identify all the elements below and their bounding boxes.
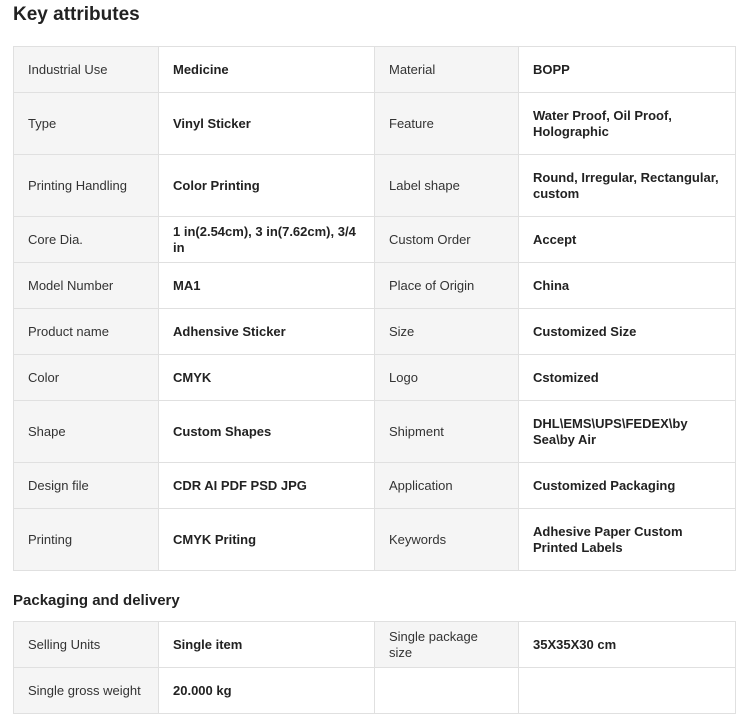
table-row <box>14 622 736 668</box>
table-row <box>14 263 736 309</box>
packaging-heading: Packaging and delivery <box>13 592 180 609</box>
attribute-label: Label shape <box>375 155 519 217</box>
attribute-value: DHL\EMS\UPS\FEDEX\by Sea\by Air <box>519 401 736 463</box>
attribute-value: BOPP <box>519 47 736 93</box>
attribute-label: Core Dia. <box>14 217 159 263</box>
attribute-value: CDR AI PDF PSD JPG <box>159 463 375 509</box>
key-attributes-heading: Key attributes <box>13 4 140 25</box>
attribute-value: 20.000 kg <box>159 668 375 714</box>
table-row <box>14 509 736 571</box>
attribute-value: Color Printing <box>159 155 375 217</box>
table-row <box>14 93 736 155</box>
attribute-label: Color <box>14 355 159 401</box>
empty-cell <box>375 668 519 714</box>
attribute-label: Shipment <box>375 401 519 463</box>
attribute-value: 35X35X30 cm <box>519 622 736 668</box>
attribute-label: Selling Units <box>14 622 159 668</box>
attribute-label: Model Number <box>14 263 159 309</box>
attribute-label: Material <box>375 47 519 93</box>
key-attributes-table <box>13 46 736 571</box>
table-row <box>14 401 736 463</box>
attribute-value: Customized Size <box>519 309 736 355</box>
attribute-value: China <box>519 263 736 309</box>
attribute-label: Industrial Use <box>14 47 159 93</box>
attribute-value: CMYK <box>159 355 375 401</box>
table-row <box>14 463 736 509</box>
table-row <box>14 155 736 217</box>
table-row <box>14 668 736 714</box>
attribute-label: Printing Handling <box>14 155 159 217</box>
attribute-value: Custom Shapes <box>159 401 375 463</box>
packaging-table <box>13 621 736 714</box>
table-row <box>14 355 736 401</box>
attribute-label: Feature <box>375 93 519 155</box>
attribute-value: Single item <box>159 622 375 668</box>
table-row <box>14 47 736 93</box>
attribute-label: Place of Origin <box>375 263 519 309</box>
attribute-label: Keywords <box>375 509 519 571</box>
attribute-value: Customized Packaging <box>519 463 736 509</box>
attribute-label: Single package size <box>375 622 519 668</box>
attribute-label: Custom Order <box>375 217 519 263</box>
attribute-value: Medicine <box>159 47 375 93</box>
attribute-label: Design file <box>14 463 159 509</box>
attribute-value: 1 in(2.54cm), 3 in(7.62cm), 3/4 in <box>159 217 375 263</box>
empty-cell <box>519 668 736 714</box>
attribute-value: Round, Irregular, Rectangular, custom <box>519 155 736 217</box>
table-row <box>14 309 736 355</box>
attribute-value: Accept <box>519 217 736 263</box>
attribute-label: Logo <box>375 355 519 401</box>
attribute-label: Size <box>375 309 519 355</box>
attribute-value: Adhensive Sticker <box>159 309 375 355</box>
attribute-value: Water Proof, Oil Proof, Holographic <box>519 93 736 155</box>
attribute-label: Printing <box>14 509 159 571</box>
attribute-value: MA1 <box>159 263 375 309</box>
attribute-label: Product name <box>14 309 159 355</box>
attribute-label: Shape <box>14 401 159 463</box>
attribute-value: Adhesive Paper Custom Printed Labels <box>519 509 736 571</box>
attribute-value: Vinyl Sticker <box>159 93 375 155</box>
attribute-label: Type <box>14 93 159 155</box>
attribute-label: Application <box>375 463 519 509</box>
attribute-label: Single gross weight <box>14 668 159 714</box>
attribute-value: CMYK Priting <box>159 509 375 571</box>
table-row <box>14 217 736 263</box>
attribute-value: Cstomized <box>519 355 736 401</box>
